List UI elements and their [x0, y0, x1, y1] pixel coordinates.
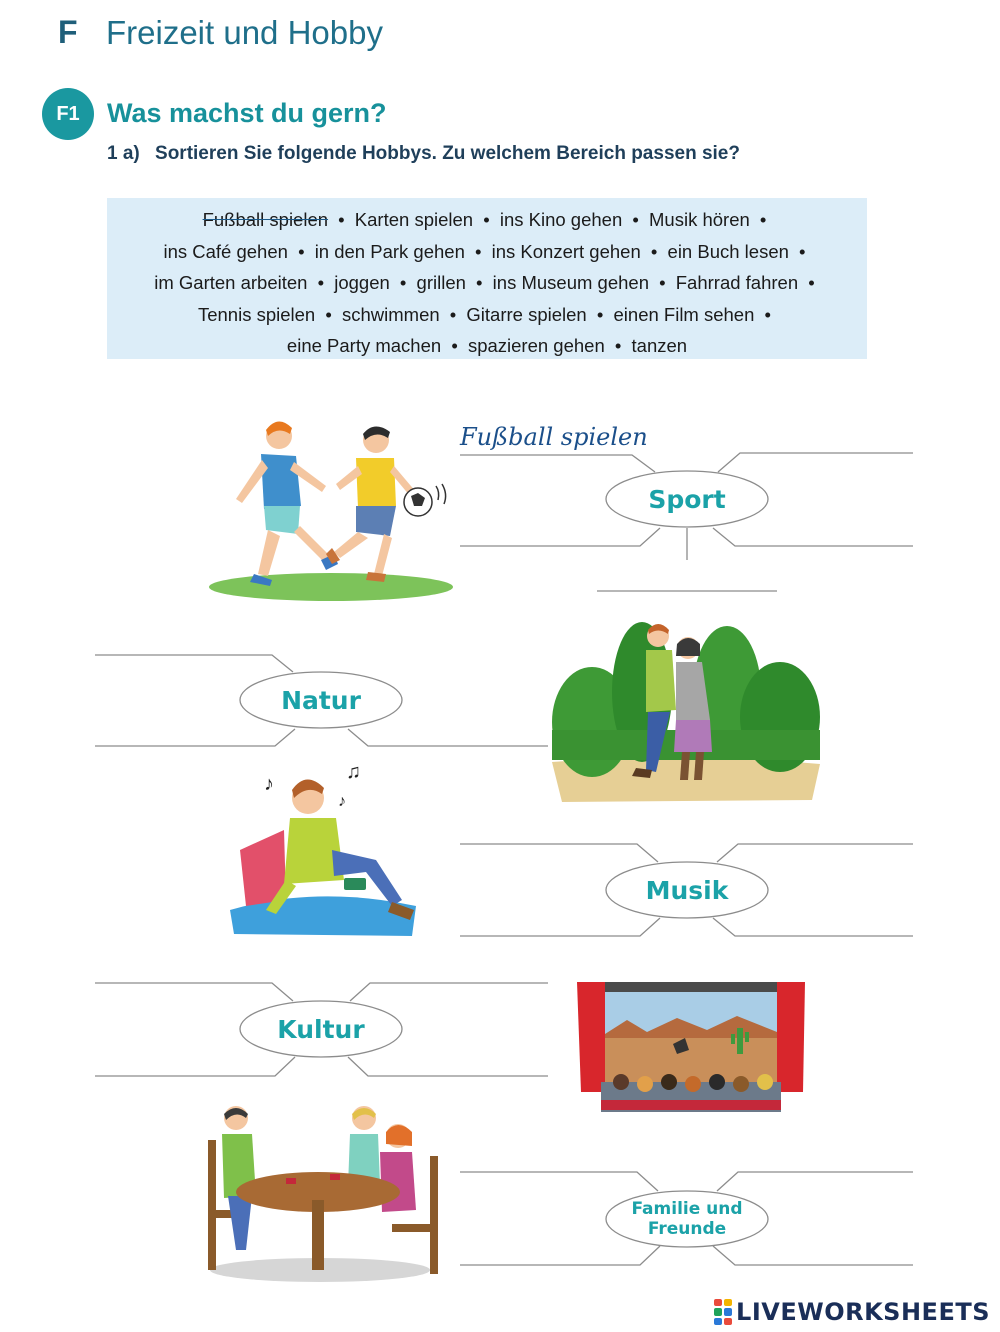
instruction-text: Sortieren Sie folgende Hobbys. Zu welchem Bereich passen sie? [155, 143, 740, 164]
word-item: eine Party machen [286, 335, 442, 357]
word-item: spazieren gehen [467, 335, 605, 357]
exercise-title: Was machst du gern? [107, 98, 387, 128]
svg-text:♫: ♫ [346, 761, 361, 783]
category-kultur: Kultur [277, 1014, 365, 1044]
answer-line-familie-3[interactable] [460, 1246, 660, 1265]
word-item: in den Park gehen [314, 240, 465, 262]
word-item: joggen [334, 272, 390, 294]
answer-line-sport-4[interactable] [713, 528, 913, 546]
word-item: Fahrrad fahren [675, 272, 799, 294]
word-bank-line: eine Party machen • spazieren gehen • tanzen [286, 335, 688, 357]
word-item: tanzen [631, 335, 688, 357]
answer-line-musik-1[interactable] [460, 844, 658, 862]
answer-line-musik-4[interactable] [713, 918, 913, 936]
crossed-out-word: Fußball spielen [202, 209, 329, 230]
word-item: einen Film sehen [613, 303, 755, 325]
music-illustration [226, 760, 422, 938]
liveworksheets-logo-icon [714, 1299, 732, 1325]
word-item: Karten spielen [354, 209, 474, 230]
exercise-badge: F1 [42, 88, 94, 140]
word-bank-line: ins Café gehen • in den Park gehen • ins Konzert gehen • ein Buch lesen • [163, 240, 806, 262]
svg-text:♪: ♪ [338, 793, 346, 810]
answer-line-sport-3[interactable] [460, 528, 660, 546]
answer-line-kultur-1[interactable] [95, 983, 293, 1001]
section-letter: F [58, 14, 78, 50]
example-answer: Fußball spielen [460, 423, 648, 451]
word-item: ins Konzert gehen [491, 240, 641, 262]
answer-line-musik-3[interactable] [460, 918, 660, 936]
word-bank-line: Fußball spielen • Karten spielen • ins Kino gehen • Musik hören • [202, 209, 767, 230]
category-familie-und-freunde: Familie und Freunde [631, 1199, 743, 1239]
category-natur: Natur [281, 685, 361, 715]
liveworksheets-logo [714, 1298, 990, 1326]
card-game-illustration [202, 1100, 446, 1286]
word-item: Musik hören [649, 209, 750, 230]
word-item: im Garten arbeiten [154, 272, 308, 294]
word-item: ins Museum gehen [492, 272, 649, 294]
word-item: Tennis spielen [197, 303, 316, 325]
park-walk-illustration [552, 612, 820, 802]
exercise-number: 1 a) [107, 143, 140, 164]
answer-line-natur-2[interactable] [95, 729, 295, 746]
answer-line-sport-1[interactable] [460, 455, 655, 472]
liveworksheets-logo-text: LIVEWORKSHEETS [736, 1298, 990, 1326]
category-sport: Sport [648, 484, 726, 514]
word-item: schwimmen [341, 303, 440, 325]
answer-line-kultur-2[interactable] [350, 983, 548, 1001]
word-item: Gitarre spielen [466, 303, 587, 325]
word-item: ein Buch lesen [667, 240, 789, 262]
answer-line-familie-1[interactable] [460, 1172, 658, 1191]
answer-line-familie-2[interactable] [717, 1172, 913, 1191]
answer-line-kultur-3[interactable] [95, 1057, 295, 1076]
cinema-illustration [577, 982, 805, 1114]
svg-text:♪: ♪ [264, 773, 274, 795]
answer-line-musik-2[interactable] [717, 844, 913, 862]
answer-line-familie-4[interactable] [713, 1246, 913, 1265]
word-bank-line: im Garten arbeiten • joggen • grillen • ins Museum gehen • Fahrrad fahren • [154, 272, 815, 294]
word-item: ins Kino gehen [499, 209, 623, 230]
answer-line-kultur-4[interactable] [348, 1057, 548, 1076]
answer-line-natur-1[interactable] [95, 655, 293, 672]
football-illustration [206, 414, 458, 606]
word-bank-line: Tennis spielen • schwimmen • Gitarre spielen • einen Film sehen • [197, 303, 772, 325]
section-title: Freizeit und Hobby [106, 14, 383, 51]
word-item: grillen [416, 272, 466, 294]
category-musik: Musik [645, 875, 729, 905]
word-item: ins Café gehen [163, 240, 288, 262]
answer-line-sport-2[interactable] [718, 453, 913, 472]
answer-line-natur-3[interactable] [348, 729, 548, 746]
